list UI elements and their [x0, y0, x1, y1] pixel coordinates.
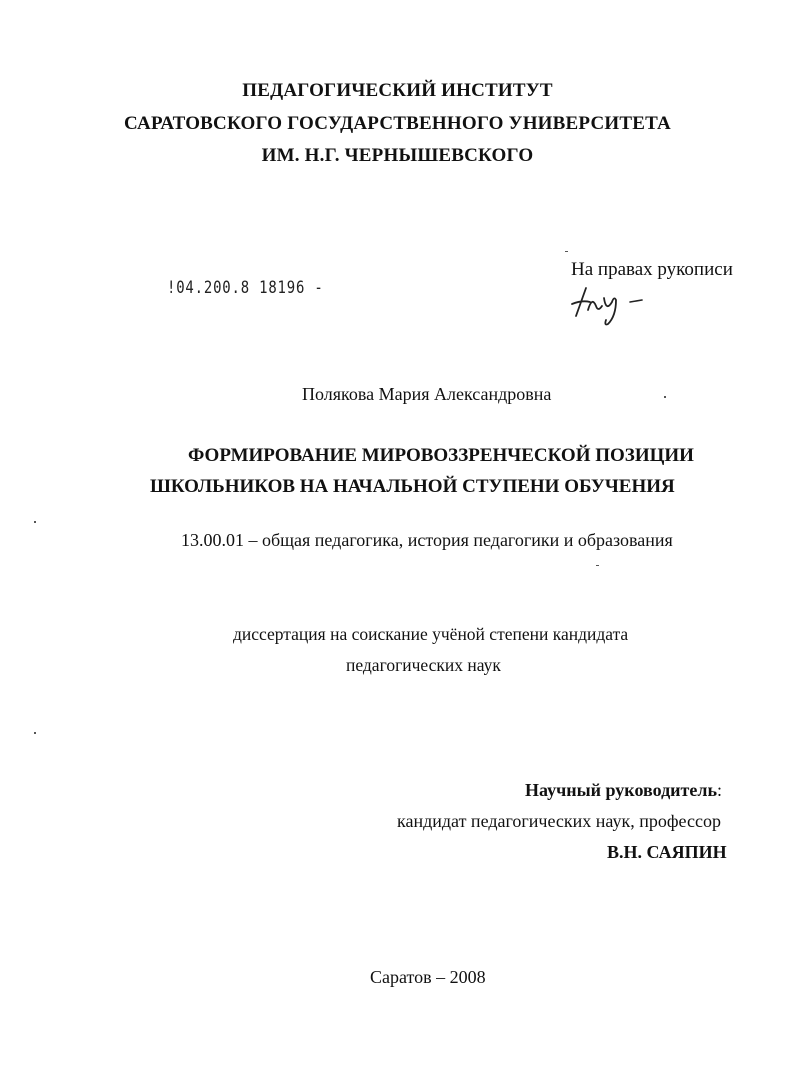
institution-line-2: САРАТОВСКОГО ГОСУДАРСТВЕННОГО УНИВЕРСИТЕТА: [124, 113, 671, 134]
institution-line-1: ПЕДАГОГИЧЕСКИЙ ИНСТИТУТ: [242, 80, 553, 101]
specialty-code: 13.00.01 – общая педагогика, история педагогики и образования: [181, 530, 673, 550]
scan-speck: [34, 732, 36, 734]
institution-line-3: ИМ. Н.Г. ЧЕРНЫШЕВСКОГО: [261, 145, 534, 166]
city-year: Саратов – 2008: [370, 967, 486, 987]
supervisor-label: Научный руководитель: [525, 780, 717, 800]
handwritten-signature: [568, 282, 658, 328]
dissertation-title-line-1: ФОРМИРОВАНИЕ МИРОВОЗЗРЕНЧЕСКОЙ ПОЗИЦИИ: [188, 445, 694, 466]
scan-speck: [596, 565, 599, 566]
dissertation-title-line-2: ШКОЛЬНИКОВ НА НАЧАЛЬНОЙ СТУПЕНИ ОБУЧЕНИЯ: [150, 476, 675, 497]
supervisor-name: В.Н. САЯПИН: [607, 842, 727, 862]
supervisor-label-row: [525, 780, 722, 801]
scan-speck: [664, 396, 666, 398]
scan-speck: [34, 521, 36, 523]
degree-line-2: педагогических наук: [346, 655, 501, 675]
degree-line-1: диссертация на соискание учёной степени кандидата: [233, 624, 629, 644]
supervisor-label-colon: :: [717, 780, 723, 800]
author-name: Полякова Мария Александровна: [302, 384, 552, 404]
scan-speck: [565, 251, 568, 252]
manuscript-note: На правах рукописи: [571, 259, 733, 280]
registration-stamp-number: !04.200.8 18196 -: [167, 278, 324, 298]
supervisor-position: кандидат педагогических наук, профессор: [397, 811, 721, 831]
